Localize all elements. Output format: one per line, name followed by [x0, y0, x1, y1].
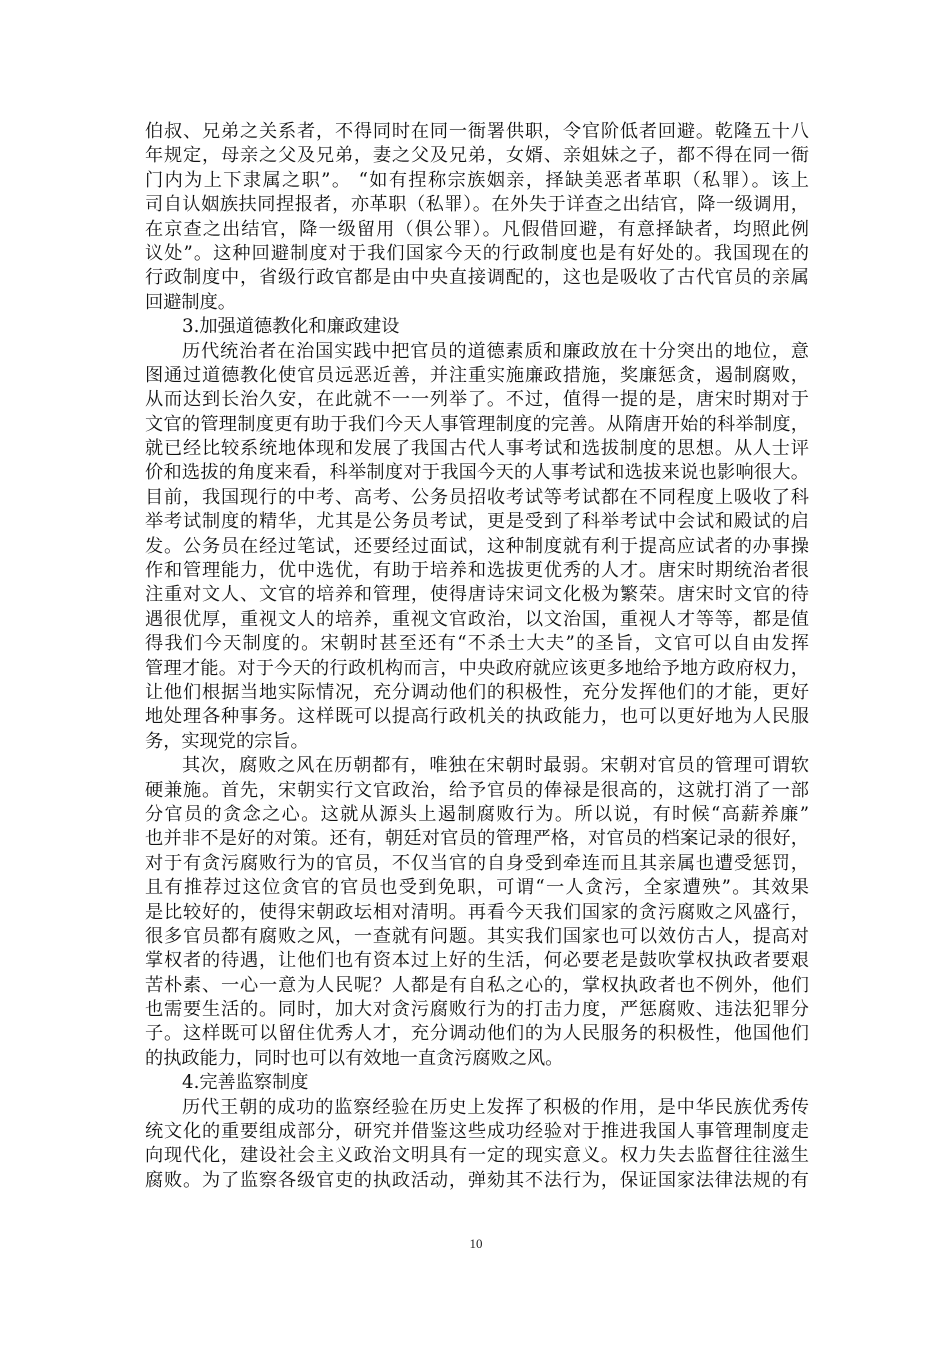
text-line: 苦朴素、一心一意为人民呢？人都是有自私之心的，掌权执政者也不例外，他们: [145, 974, 809, 996]
text-line: 就已经比较系统地体现和发展了我国古代人事考试和选拔制度的思想。从人士评: [145, 438, 809, 460]
text-line: 的执政能力，同时也可以有效地一直贪污腐败之风。: [145, 1047, 564, 1069]
text-line: 对于有贪污腐败行为的官员，不仅当官的自身受到牵连而且其亲属也遭受惩罚，: [145, 852, 809, 874]
text-line: 价和选拔的角度来看，科举制度对于我国今天的人事考试和选拔来说也影响很大。: [145, 462, 809, 484]
paragraph-first-line: 4.完善监察制度: [182, 1072, 309, 1094]
text-line: 图通过道德教化使官员远恶近善，并注重实施廉政措施，奖廉惩贪，遏制腐败，: [145, 364, 809, 386]
text-line: 作和管理能力，优中选优，有助于培养和选拔更优秀的人才。唐宋时期统治者很: [145, 560, 809, 582]
text-line: 向现代化，建设社会主义政治文明具有一定的现实意义。权力失去监督往往滋生: [145, 1145, 809, 1167]
paragraph-first-line: 3.加强道德教化和廉政建设: [182, 316, 400, 338]
text-line: 很多官员都有腐败之风，一查就有问题。其实我们国家也可以效仿古人，提高对: [145, 925, 809, 947]
text-line: 伯叔、兄弟之关系者，不得同时在同一衙署供职，令官阶低者回避。乾隆五十八: [145, 121, 809, 142]
text-line: 得我们今天制度的。宋朝时甚至还有“不杀士大夫”的圣旨，文官可以自由发挥: [145, 633, 809, 655]
text-line: 行政制度中，省级行政官都是由中央直接调配的，这也是吸收了古代官员的亲属: [145, 267, 809, 289]
text-line: 子。这样既可以留住优秀人才，充分调动他们的为人民服务的积极性，他国他们: [145, 1023, 809, 1045]
text-line: 务，实现党的宗旨。: [145, 730, 309, 752]
text-line: 注重对文人、文官的培养和管理，使得唐诗宋词文化极为繁荣。唐宋时文官的待: [145, 584, 809, 606]
text-line: 地处理各种事务。这样既可以提高行政机关的执政能力，也可以更好地为人民服: [145, 706, 809, 728]
paragraph-first-line: 历代王朝的成功的监察经验在历史上发挥了积极的作用，是中华民族优秀传: [182, 1096, 809, 1118]
text-line: 门内为上下隶属之职”。 “如有捏称宗族姻亲，择缺美恶者革职（私罪）。该上: [145, 169, 809, 191]
text-line: 也并非不是好的对策。还有，朝廷对官员的管理严格，对官员的档案记录的很好，: [145, 828, 809, 850]
text-line: 举考试制度的精华，尤其是公务员考试，更是受到了科举考试中会试和殿试的启: [145, 511, 809, 533]
text-line: 目前，我国现行的中考、高考、公务员招收考试等考试都在不同程度上吸收了科: [145, 486, 809, 508]
text-line: 且有推荐过这位贪官的官员也受到免职，可谓“一人贪污，全家遭殃”。其效果: [145, 877, 809, 899]
text-line: 议处”。这种回避制度对于我们国家今天的行政制度也是有好处的。我国现在的: [145, 242, 809, 264]
text-line: 是比较好的，使得宋朝政坛相对清明。再看今天我们国家的贪污腐败之风盛行，: [145, 901, 809, 923]
text-line: 司自认姻族扶同捏报者，亦革职（私罪）。在外失于详查之出结官，降一级调用，: [145, 194, 809, 216]
text-line: 回避制度。: [145, 291, 236, 313]
paragraph-first-line: 历代统治者在治国实践中把官员的道德素质和廉政放在十分突出的地位，意: [182, 340, 809, 362]
text-line: 文官的管理制度更有助于我们今天人事管理制度的完善。从隋唐开始的科举制度，: [145, 413, 809, 435]
text-line: 分官员的贪念之心。这就从源头上遏制腐败行为。所以说，有时候“高薪养廉”: [145, 803, 809, 825]
text-line: 在京查之出结官，降一级留用（俱公罪）。凡假借回避，有意择缺者，均照此例: [145, 218, 809, 240]
text-line: 年规定，母亲之父及兄弟，妻之父及兄弟，女婿、亲姐妹之子，都不得在同一衙: [145, 145, 809, 167]
paragraph-first-line: 其次，腐败之风在历朝都有，唯独在宋朝时最弱。宋朝对官员的管理可谓软: [182, 755, 809, 777]
text-line: 管理才能。对于今天的行政机构而言，中央政府就应该更多地给予地方政府权力，: [145, 657, 809, 679]
text-line: 硬兼施。首先，宋朝实行文官政治，给予官员的俸禄是很高的，这就打消了一部: [145, 779, 809, 801]
document-body: [145, 120, 809, 1193]
text-line: 从而达到长治久安，在此就不一一列举了。不过，值得一提的是，唐宋时期对于: [145, 389, 809, 411]
text-line: 发。公务员在经过笔试，还要经过面试，这种制度就有利于提高应试者的办事操: [145, 535, 809, 557]
text-line: 统文化的重要组成部分，研究并借鉴这些成功经验对于推进我国人事管理制度走: [145, 1121, 809, 1143]
text-line: 让他们根据当地实际情况，充分调动他们的积极性，充分发挥他们的才能，更好: [145, 681, 809, 703]
text-line: 也需要生活的。同时，加大对贪污腐败行为的打击力度，严惩腐败、违法犯罪分: [145, 999, 809, 1021]
page-number: 10: [469, 1236, 483, 1251]
text-line: 掌权者的待遇，让他们也有资本过上好的生活，何必要老是鼓吹掌权执政者要艰: [145, 950, 809, 972]
text-line: 腐败。为了监察各级官吏的执政活动，弹劾其不法行为，保证国家法律法规的有: [145, 1169, 809, 1191]
text-line: 遇很优厚，重视文人的培养，重视文官政治，以文治国，重视人才等等，都是值: [145, 608, 809, 630]
